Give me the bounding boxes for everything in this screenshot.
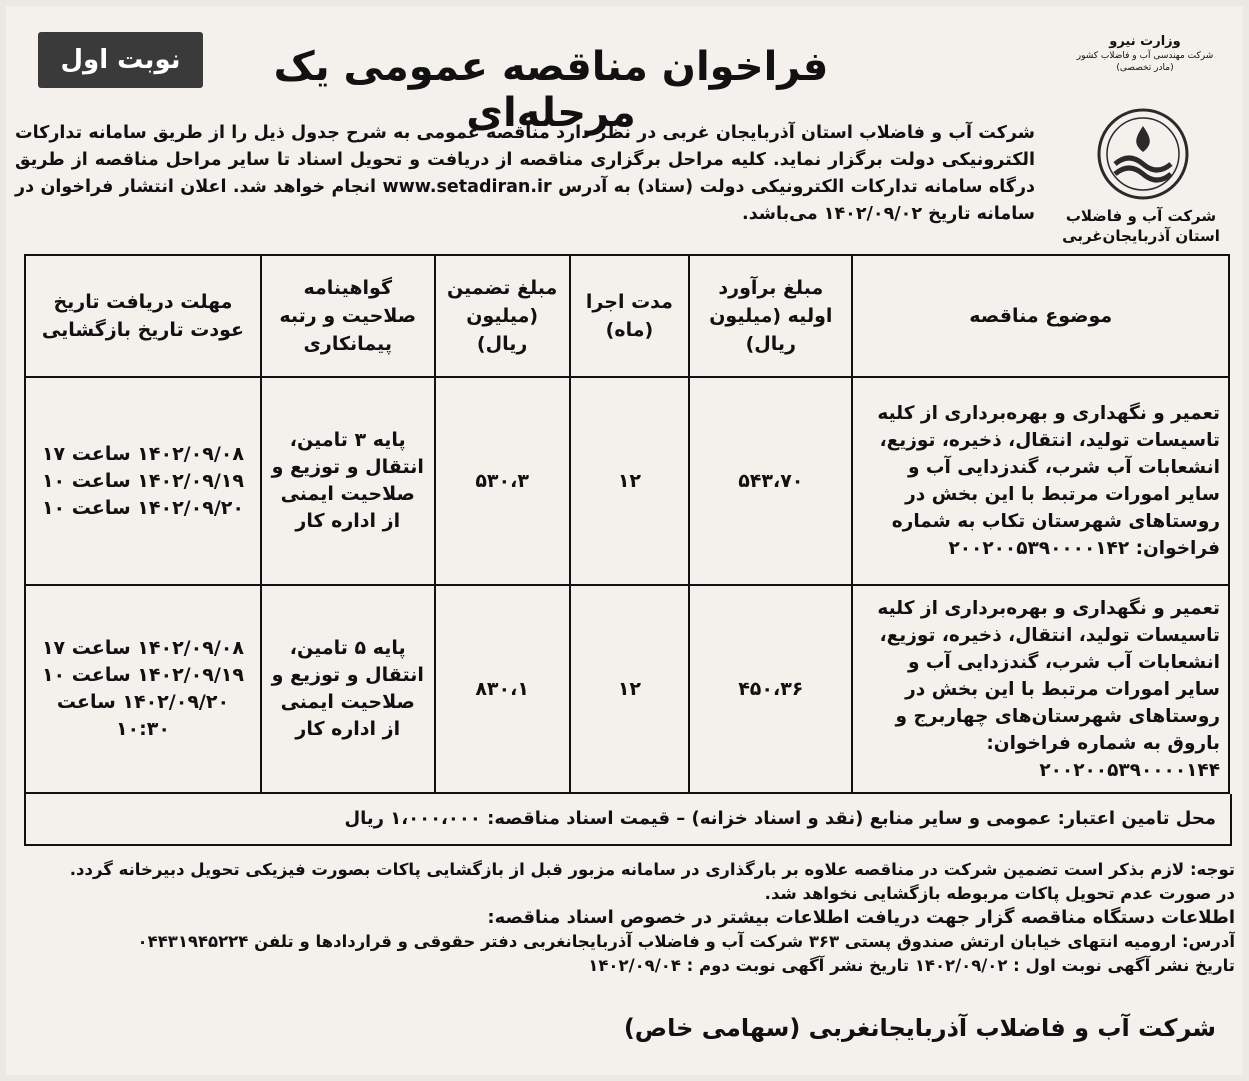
intro-paragraph: شرکت آب و فاضلاب استان آذربایجان غربی در نظر دارد مناقصه عمومی به شرح جدول ذیل را از طریق سامانه تدارکات الکترونیکی دولت برگزار نماید. کلیه مراحل برگزاری مناقصه از دریافت و تحویل اسناد تا سایر مراحل مناقصه از طریق درگاه سامانه تدارکات الکترونیکی دولت (ستاد) به آدرس www.setadiran.ir انجام خواهد شد. اعلان انتشار فراخوان در سامانه تاریخ ۱۴۰۲/۰۹/۰۲ می‌باشد. <box>15 123 1035 224</box>
tenders-table <box>24 254 1230 794</box>
info-heading: اطلاعات دستگاه مناقصه گزار جهت دریافت اطلاعات بیشتر در خصوص اسناد مناقصه: <box>487 907 1235 928</box>
header-duration: مدت اجرا (ماه) <box>570 255 690 377</box>
row-guarantee: ۵۳۰،۳ <box>435 377 570 585</box>
table-row <box>25 585 1229 793</box>
return-date: ۱۴۰۲/۰۹/۱۹ ساعت ۱۰ <box>41 469 244 492</box>
mother-company: (مادر تخصصی) <box>1116 63 1174 73</box>
opening-date: ۱۴۰۲/۰۹/۲۰ ساعت ۱۰ <box>41 496 244 519</box>
company-name <box>1061 206 1221 246</box>
opening-date: ۱۴۰۲/۰۹/۲۰ ساعت ۱۰:۳۰ <box>56 691 230 740</box>
row-dates <box>25 585 261 793</box>
ministry-header <box>1065 34 1225 74</box>
row-estimate: ۴۵۰،۳۶ <box>689 585 852 793</box>
header-dates: مهلت دریافت تاریخ عودت تاریخ بازگشایی <box>25 255 261 377</box>
row-certificate: پایه ۵ تامین، انتقال و توزیع و صلاحیت ایمنی از اداره کار <box>261 585 435 793</box>
row-dates <box>25 377 261 585</box>
row-duration: ۱۲ <box>570 377 690 585</box>
company-name-line1: شرکت آب و فاضلاب <box>1065 207 1217 225</box>
water-company-logo-icon <box>1095 106 1191 202</box>
publish-dates: تاریخ نشر آگهی نوبت اول : ۱۴۰۲/۰۹/۰۲ تاریخ نشر آگهی نوبت دوم : ۱۴۰۲/۰۹/۰۴ <box>588 956 1235 975</box>
table-header-row <box>25 255 1229 377</box>
note-no-opening: در صورت عدم تحویل پاکات مربوطه بازگشایی نخواهد شد. <box>764 884 1235 903</box>
header-guarantee: مبلغ تضمین (میلیون ریال) <box>435 255 570 377</box>
company-name-line2: استان آذربایجان‌غربی <box>1062 227 1220 245</box>
address-line: آدرس: ارومیه انتهای خیابان ارتش صندوق پستی ۳۶۳ شرکت آب و فاضلاب آذربایجانغربی دفتر حقوقی و قراردادها و تلفن ۰۴۴۳۱۹۴۵۲۲۴ <box>137 932 1235 951</box>
funding-line: محل تامین اعتبار: عمومی و سایر منابع (نقد و اسناد خزانه) – قیمت اسناد مناقصه: ۱،۰۰۰،۰۰۰ ریال <box>24 794 1232 846</box>
notes-block <box>5 858 1235 978</box>
notice-round-badge: نوبت اول <box>38 32 203 88</box>
table-row <box>25 377 1229 585</box>
signature: شرکت آب و فاضلاب آذربایجانغربی (سهامی خاص) <box>623 1014 1216 1042</box>
tender-notice <box>6 6 1243 1075</box>
return-date: ۱۴۰۲/۰۹/۱۹ ساعت ۱۰ <box>41 664 244 686</box>
header-subject: موضوع مناقصه <box>852 255 1229 377</box>
deadline-date: ۱۴۰۲/۰۹/۰۸ ساعت ۱۷ <box>41 442 244 465</box>
row-subject: تعمیر و نگهداری و بهره‌برداری از کلیه تاسیسات تولید، انتقال، ذخیره، توزیع، انشعابات آب شرب، گندزدایی آب و سایر امورات مرتبط با این بخش در روستاهای شهرستان تکاب به شماره فراخوان: ۲۰۰۲۰۰۵۳۹۰۰۰۰۱۴۲ <box>852 377 1229 585</box>
row-estimate: ۵۴۳،۷۰ <box>689 377 852 585</box>
note-guarantee: توجه: لازم بذکر است تضمین شرکت در مناقصه علاوه بر بارگذاری در سامانه مزبور قبل از بازگشایی پاکات بصورت فیزیکی تحویل دبیرخانه گردد. <box>69 860 1235 879</box>
header-estimate: مبلغ برآورد اولیه (میلیون ریال) <box>689 255 852 377</box>
row-certificate: پایه ۳ تامین، انتقال و توزیع و صلاحیت ایمنی از اداره کار <box>261 377 435 585</box>
engineering-company: شرکت مهندسی آب و فاضلاب کشور <box>1076 51 1214 61</box>
row-guarantee: ۸۳۰،۱ <box>435 585 570 793</box>
header-certificate: گواهینامه صلاحیت و رتبه پیمانکاری <box>261 255 435 377</box>
row-subject: تعمیر و نگهداری و بهره‌برداری از کلیه تاسیسات تولید، انتقال، ذخیره، توزیع، انشعابات آب شرب، گندزدایی آب و سایر امورات مرتبط با این بخش در روستاهای شهرستان‌های چهاربرج و باروق به شماره فراخوان: ۲۰۰۲۰۰۵۳۹۰۰۰۰۱۴۴ <box>852 585 1229 793</box>
notice-title: فراخوان مناقصه عمومی یک مرحله‌ای <box>273 44 829 136</box>
row-duration: ۱۲ <box>570 585 690 793</box>
deadline-date: ۱۴۰۲/۰۹/۰۸ ساعت ۱۷ <box>41 637 244 659</box>
ministry-name: وزارت نیرو <box>1109 34 1181 49</box>
